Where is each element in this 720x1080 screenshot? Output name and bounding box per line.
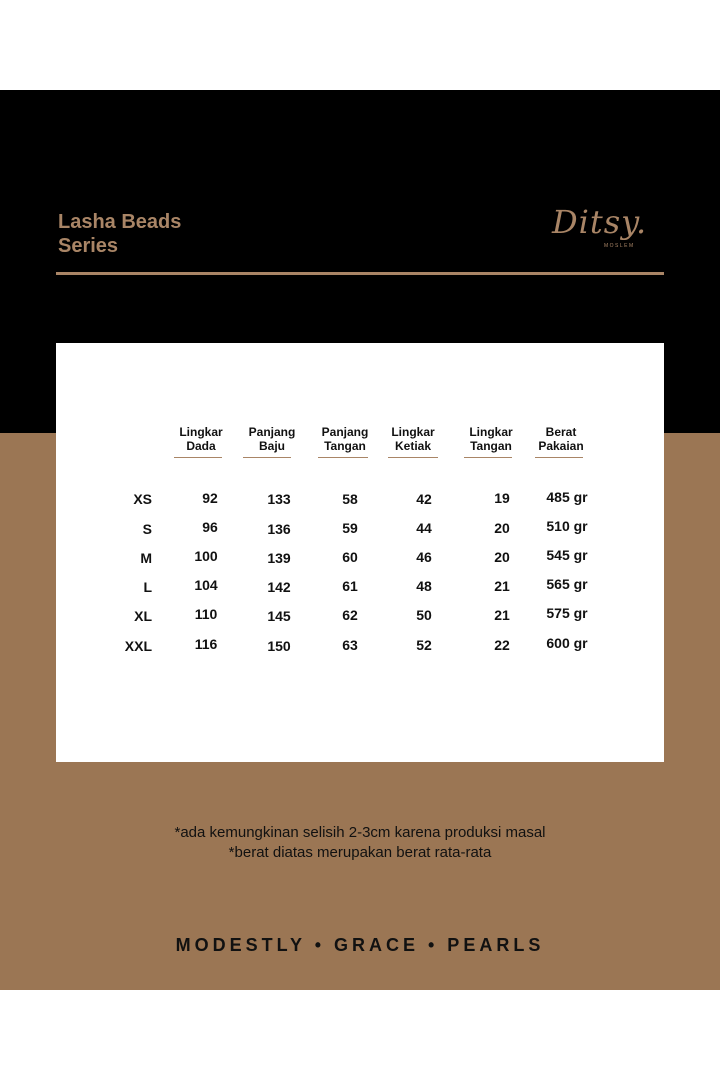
size-label: XS bbox=[133, 491, 152, 507]
column-header-line: Panjang bbox=[248, 425, 296, 439]
column-header-line: Panjang bbox=[321, 425, 369, 439]
column-header-line: Tangan bbox=[470, 439, 512, 453]
table-cell: 19 bbox=[494, 490, 510, 506]
table-cell: 44 bbox=[416, 520, 432, 536]
column-header-lingkar-dada bbox=[166, 425, 236, 457]
header-underline bbox=[535, 457, 583, 458]
brand-logo bbox=[548, 203, 666, 259]
column-header-line: Lingkar bbox=[469, 425, 513, 439]
column-header-panjang-baju bbox=[237, 425, 307, 457]
size-label: M bbox=[140, 550, 152, 566]
table-cell: 485 gr bbox=[546, 489, 588, 505]
column-header-line: Berat bbox=[545, 425, 577, 439]
column-header-line: Dada bbox=[186, 439, 216, 453]
table-cell: 565 gr bbox=[546, 576, 588, 592]
table-cell: 42 bbox=[416, 491, 432, 507]
table-cell: 58 bbox=[342, 491, 358, 507]
table-cell: 600 gr bbox=[546, 635, 588, 651]
table-cell: 104 bbox=[194, 577, 218, 593]
table-cell: 61 bbox=[342, 578, 358, 594]
column-header-line: Ketiak bbox=[394, 439, 432, 453]
column-header-line: Baju bbox=[258, 439, 285, 453]
table-cell: 139 bbox=[267, 550, 291, 566]
table-cell: 510 gr bbox=[546, 518, 588, 534]
table-cell: 96 bbox=[202, 519, 218, 535]
column-header-lingkar-tangan bbox=[456, 425, 526, 457]
series-title bbox=[58, 210, 181, 258]
size-label: L bbox=[143, 579, 152, 595]
column-header-berat-pakaian bbox=[526, 425, 596, 457]
table-cell: 92 bbox=[202, 490, 218, 506]
note-production-variance: *ada kemungkinan selisih 2-3cm karena produksi masal bbox=[174, 824, 546, 841]
table-cell: 150 bbox=[267, 638, 291, 654]
table-cell: 575 gr bbox=[546, 605, 588, 621]
table-cell: 21 bbox=[494, 607, 510, 623]
table-cell: 145 bbox=[267, 608, 291, 624]
table-cell: 116 bbox=[194, 636, 218, 652]
table-cell: 60 bbox=[342, 549, 358, 565]
column-header-line: Tangan bbox=[324, 439, 366, 453]
table-cell: 20 bbox=[494, 549, 510, 565]
table-cell: 63 bbox=[342, 637, 358, 653]
header-underline bbox=[174, 457, 222, 458]
size-chart-card bbox=[56, 343, 664, 762]
table-cell: 21 bbox=[494, 578, 510, 594]
series-title-line2: Series bbox=[58, 235, 119, 257]
series-title-line1: Lasha Beads bbox=[58, 211, 182, 233]
divider-line bbox=[56, 272, 664, 275]
table-cell: 59 bbox=[342, 520, 358, 536]
column-header-panjang-tangan bbox=[310, 425, 380, 457]
table-cell: 62 bbox=[342, 607, 358, 623]
column-header-lingkar-ketiak bbox=[378, 425, 448, 457]
table-cell: 545 gr bbox=[546, 547, 588, 563]
table-cell: 52 bbox=[416, 637, 432, 653]
size-label: S bbox=[142, 521, 152, 537]
brand-tagline: MODESTLY • GRACE • PEARLS bbox=[175, 935, 545, 955]
table-cell: 136 bbox=[267, 521, 291, 537]
table-cell: 48 bbox=[416, 578, 432, 594]
size-label: XL bbox=[134, 608, 152, 624]
brand-logo-script: Ditsy. bbox=[552, 203, 648, 241]
table-cell: 20 bbox=[494, 520, 510, 536]
header-underline bbox=[318, 457, 368, 458]
table-cell: 142 bbox=[267, 579, 291, 595]
header-underline bbox=[388, 457, 438, 458]
brand-logo-sub: MOSLEM bbox=[604, 243, 635, 249]
note-average-weight: *berat diatas merupakan berat rata-rata bbox=[228, 844, 492, 861]
table-cell: 22 bbox=[494, 637, 510, 653]
table-cell: 133 bbox=[267, 491, 291, 507]
table-cell: 46 bbox=[416, 549, 432, 565]
header-underline bbox=[464, 457, 512, 458]
size-label: XXL bbox=[124, 638, 152, 654]
table-cell: 110 bbox=[194, 606, 218, 622]
column-header-line: Lingkar bbox=[391, 425, 435, 439]
table-cell: 50 bbox=[416, 607, 432, 623]
header-underline bbox=[243, 457, 291, 458]
column-header-line: Lingkar bbox=[179, 425, 223, 439]
table-cell: 100 bbox=[194, 548, 218, 564]
column-header-line: Pakaian bbox=[538, 439, 584, 453]
